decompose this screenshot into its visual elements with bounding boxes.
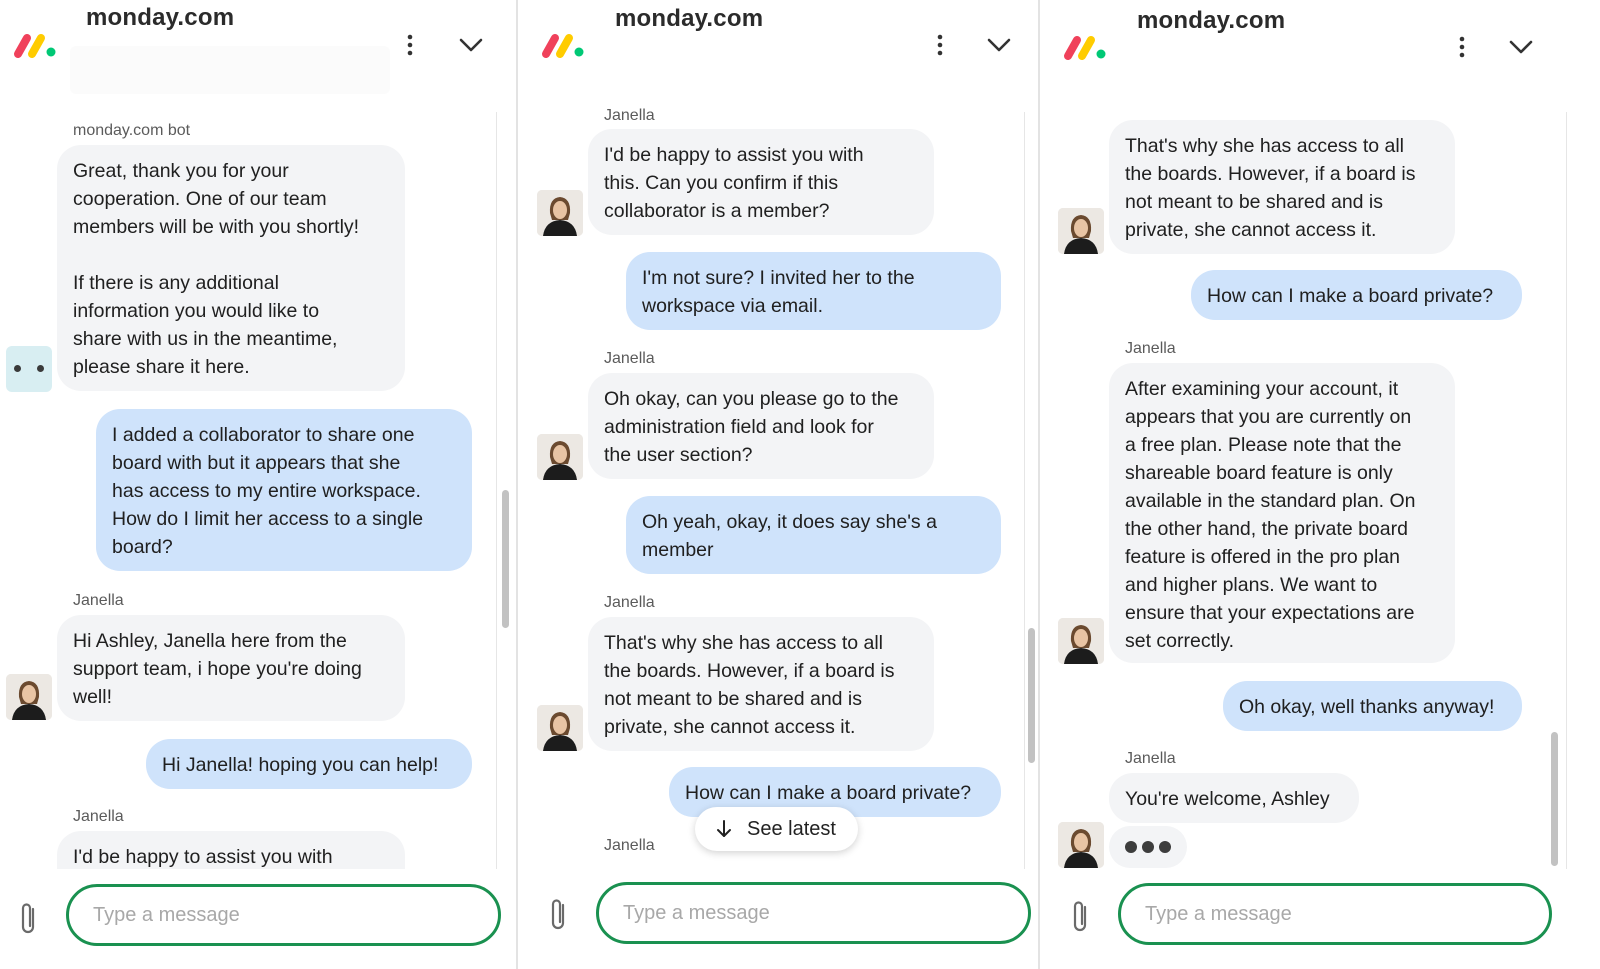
agent-avatar [6,674,52,720]
scrollbar-track[interactable] [1024,112,1025,869]
incoming-message: Great, thank you for your cooperation. One of our team members will be with you shortly! If there is any additional information you would like to share with us in the meantime, please share it here. [57,145,405,391]
attachment-icon[interactable] [1068,897,1094,937]
bot-avatar [6,346,52,392]
see-latest-label: See latest [747,817,836,840]
scrollbar-thumb[interactable] [1551,732,1558,866]
sender-name: Janella [604,594,655,611]
sender-name: Janella [604,350,655,367]
incoming-message: Oh okay, can you please go to the administration field and look for the user section? [588,373,934,479]
scrollbar-thumb[interactable] [1028,628,1035,763]
scrollbar-track[interactable] [496,112,497,869]
monday-logo-icon [1062,32,1110,62]
app-title: monday.com [1137,7,1286,34]
message-input[interactable] [1118,883,1552,945]
incoming-message: I'd be happy to assist you with this. Can you confirm if this collaborator is a member? [588,129,934,235]
scrollbar-thumb[interactable] [502,490,509,628]
outgoing-message: I'm not sure? I invited her to the workspace via email. [626,252,1001,330]
outgoing-message: Oh okay, well thanks anyway! [1223,681,1522,731]
app-title: monday.com [615,5,764,32]
attachment-icon[interactable] [546,895,572,935]
outgoing-message: Hi Janella! hoping you can help! [146,739,472,789]
more-options-icon[interactable] [1452,32,1472,62]
incoming-message: Hi Ashley, Janella here from the support team, i hope you're doing well! [57,615,405,721]
chat-header [0,0,516,112]
composer [518,869,1038,969]
agent-avatar [1058,822,1104,868]
message-input[interactable] [596,882,1031,944]
agent-avatar [537,434,583,480]
chat-panel-2 [518,0,1038,969]
incoming-message: After examining your account, it appears that you are currently on a free plan. Please note that the shareable board feature is only available in the standard plan. On the other hand, the private board feature is offered in the pro plan and higher plans. We want to ensure that your expectations are set correctly. [1109,363,1455,663]
app-title: monday.com [86,4,235,31]
composer [1040,869,1600,969]
incoming-message: That's why she has access to all the boards. However, if a board is not meant to be shared and is private, she cannot access it. [588,617,934,751]
message-list[interactable] [0,112,516,869]
monday-logo-icon [12,30,60,60]
outgoing-message: I added a collaborator to share one board with but it appears that she has access to my entire workspace. How do I limit her access to a single board? [96,409,472,571]
agent-avatar [1058,208,1104,254]
chevron-down-icon[interactable] [984,32,1014,58]
message-input[interactable] [66,884,501,946]
chevron-down-icon[interactable] [456,32,486,58]
typing-indicator [1109,826,1187,868]
more-options-icon[interactable] [930,30,950,60]
incoming-message: I'd be happy to assist you with [57,831,405,869]
sender-name: Janella [604,837,655,854]
sender-name: Janella [1125,340,1176,357]
chat-panel-3 [1040,0,1600,969]
agent-avatar [537,190,583,236]
see-latest-button[interactable] [695,807,858,851]
sender-name: monday.com bot [73,122,191,139]
arrow-down-icon [715,819,733,839]
scrollbar-track[interactable] [1566,112,1567,869]
sender-name: Janella [604,107,655,124]
message-list[interactable] [518,100,1038,869]
agent-avatar [537,705,583,751]
outgoing-message: How can I make a board private? [669,767,1001,817]
attachment-icon[interactable] [16,899,42,939]
monday-logo-icon [540,30,588,60]
outgoing-message: Oh yeah, okay, it does say she's a member [626,496,1001,574]
agent-avatar [1058,618,1104,664]
message-list[interactable] [1040,112,1600,869]
composer [0,869,516,969]
header-subtitle-area [70,46,390,94]
chat-header [518,0,1038,112]
outgoing-message: How can I make a board private? [1191,270,1522,320]
chat-panel-1 [0,0,516,969]
sender-name: Janella [73,808,124,825]
chat-header [1040,0,1600,112]
chevron-down-icon[interactable] [1506,34,1536,60]
incoming-message: You're welcome, Ashley [1109,773,1359,823]
incoming-message: That's why she has access to all the boards. However, if a board is not meant to be shared and is private, she cannot access it. [1109,120,1455,254]
sender-name: Janella [1125,750,1176,767]
sender-name: Janella [73,592,124,609]
more-options-icon[interactable] [400,30,420,60]
